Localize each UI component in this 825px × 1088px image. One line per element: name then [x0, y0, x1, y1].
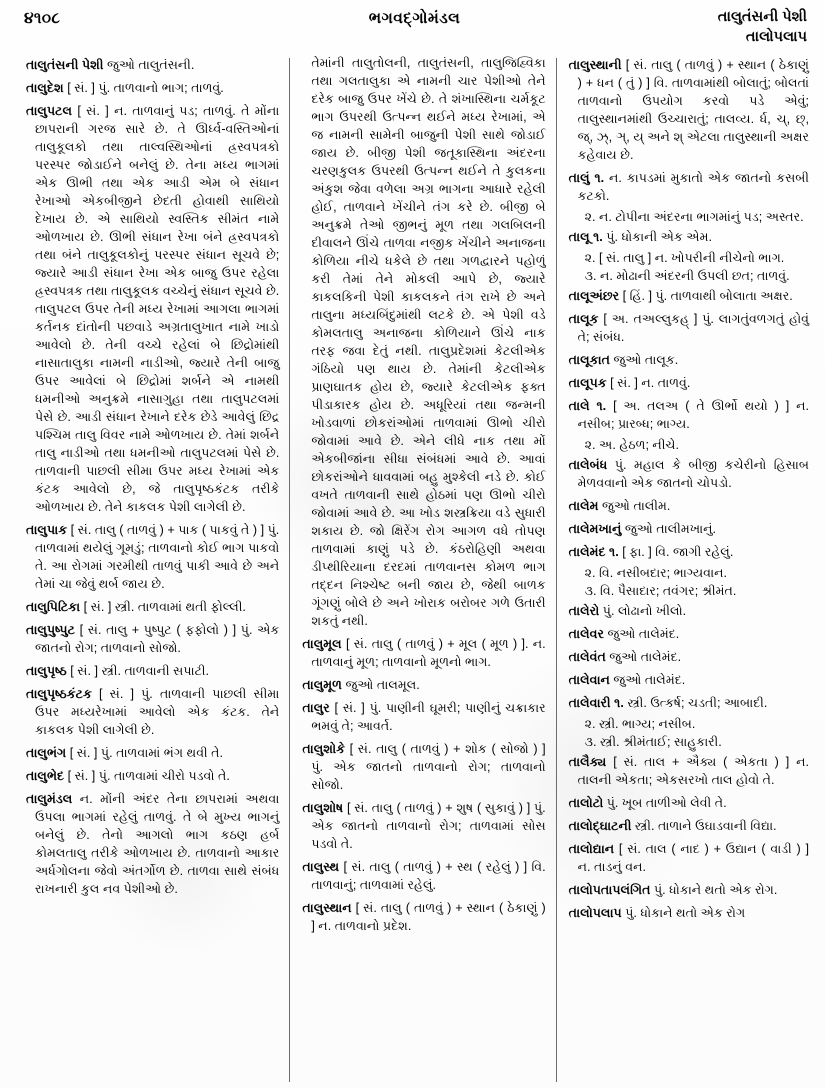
- entry-headword: તાલુશોકે: [302, 742, 346, 756]
- dictionary-entry: [569, 625, 809, 643]
- running-head-last-entry: તાલોપલાપ: [745, 28, 807, 45]
- entry-headword: તાલુભેદ: [26, 769, 65, 783]
- entry-definition: જુઓ તાલેમંદ.: [605, 650, 682, 664]
- entry-definition: ૨. અ. હેઠળ; નીચે.: [584, 438, 679, 452]
- entry-headword: તાલૂ ૧.: [568, 230, 603, 244]
- entry-headword: તાલોપતાપલંગિત: [568, 883, 651, 897]
- entry-headword: તાલુમૂળ: [302, 678, 342, 692]
- entry-headword: તાલેવંત: [568, 650, 606, 664]
- running-head-first-entry: તાલુતંસની પેશી: [717, 9, 807, 25]
- dictionary-entry: [26, 521, 279, 593]
- dictionary-entry: [569, 208, 809, 226]
- column-middle: [290, 56, 555, 1082]
- entry-headword: તાલૂકાત: [568, 353, 610, 367]
- entry-definition: [ હિં. ] પું. તાળવાથી બોલાતા અક્ષર.: [619, 289, 793, 303]
- dictionary-entry: [569, 497, 809, 515]
- entry-definition: [ સં. ] ન. તાળવાનું પડ; તાળવું. તે મોંના છાપરાની ગરજ સારે છે. તે ઊર્ધ્વ-વસ્તિઓનાં તાલુકૂલકો તથા તાલ્વસ્થિઓનાં હ્રસ્વપત્રકો પરસ્પર જોડાઈને બનેલું છે. તેના મધ્ય ભાગમાં એક ઊભી તથા એક આડી એમ બે સંધાન રેખાઓ એકબીજીને છેદતી હોવાથી સાથિયો દેખાય છે. એ સાથિયો સ્વસ્તિક સીમંત નામે ઓળખાય છે. ઊભી સંધાન રેખા બંને હ્રસ્વપત્રકો તથા બંને તાલુકૂલકોનું પરસ્પર સંધાન સૂચવે છે; જ્યારે આડી સંધાન રેખા એક બાજુ ઉપર રહેલા હ્રસ્વપત્રક તથા તાલુકૂલક વચ્ચેનું સંધાન સૂચવે છે. તાલુપટલ ઉપર તેની મધ્ય રેખામાં આગલા ભાગમાં કર્તનક દાંતોની પછવાડે અગ્રતાલુખાત નામે ખાડો આવેલો છે. તેની વચ્ચે રહેલાં બે છિદ્રોમાંથી નાસાતાલુકા નામની નાડીઓ, જ્યારે તેની બાજુ ઉપર આવેલાં બે છિદ્રોમાં શર્બને એ નામથી ધમનીઓ અનુક્રમે નાસાગુહા તથા તાલુપટલમાં પેસે છે. આડી સંધાન રેખાને દરેક છેડે આવેલું છિદ્ર પશ્ચિમ તાલુ વિવર નામે ઓળખાય છે. તેમાં શર્બને તાલુ નાડીઓ તથા ધમનીઓ તાલુપટલમાં પેસે છે. તાળવાની પાછલી સીમા ઉપર મધ્ય રેખામાં એક કંટક આવેલો છે, જે તાલુપૃષ્ઠકંટક તરીકે ઓળખાય છે. તેને કાકલક પેશી લાગેલી છે.: [35, 104, 280, 514]
- column-container: [18, 56, 811, 1082]
- dictionary-entry: [302, 676, 545, 694]
- entry-definition: [ સં. ] સ્ત્રી. તાળવામાં થતી ફોલ્લી.: [80, 600, 246, 614]
- entry-definition: [ સં. તાલુ ( તાળવું ) + શુષ ( સુકાવું ) ] પું. એક જાતનો તાળવાનો રોગ; તાળવામાં સોસ પડવો તે.: [311, 801, 546, 851]
- dictionary-entry: [569, 881, 809, 899]
- entry-headword: તાલે ૧.: [568, 399, 607, 413]
- entry-headword: તાલૂઅંછર: [568, 289, 620, 303]
- entry-definition: જુઓ તાલમૂલ.: [341, 678, 420, 692]
- entry-definition: [ સં. ] પું. તાળવામાં ચીરો પડવો તે.: [64, 769, 230, 783]
- dictionary-entry: [569, 817, 809, 835]
- entry-headword: તાલૂક: [568, 312, 599, 326]
- dictionary-entry: [302, 858, 545, 894]
- dictionary-entry: [569, 520, 809, 538]
- book-title: ભગવદ્ગોમંડલ: [368, 10, 461, 27]
- dictionary-entry: [26, 685, 279, 739]
- dictionary-entry: [302, 740, 545, 794]
- entry-definition: [ સં. તાલુ ( તાળવું ) + સ્થ ( રહેલું ) ] વિ. તાળવાનું; તાળવામાં રહેલું.: [311, 860, 546, 892]
- dictionary-entry: [26, 621, 279, 657]
- dictionary-entry: [569, 715, 809, 733]
- entry-definition: [ સં. ] સ્ત્રી. તાળવાની સપાટી.: [66, 664, 210, 678]
- entry-headword: તાલેવર: [568, 627, 604, 641]
- entry-definition: પું. ખૂબ તાળીઓ લેવી તે.: [603, 796, 727, 810]
- entry-headword: તાલુસ્થાની: [568, 58, 622, 72]
- entry-headword: તાલુતંસની પેશી: [26, 58, 104, 72]
- entry-definition: જુઓ તાલીમ.: [598, 499, 671, 513]
- dictionary-entry: [569, 228, 809, 246]
- dictionary-entry: [26, 56, 279, 74]
- entry-headword: તાલુમંડલ: [26, 792, 73, 806]
- entry-headword: તાલું ૧.: [568, 171, 605, 185]
- entry-headword: તાલુભંગ: [26, 746, 67, 760]
- dictionary-entry: [569, 351, 809, 369]
- dictionary-entry: [26, 662, 279, 680]
- entry-headword: તાલુસ્થાન: [302, 901, 352, 915]
- entry-headword: તાલુપટલ: [26, 104, 72, 118]
- entry-headword: તાલેમ: [568, 499, 599, 513]
- entry-headword: તાલોદ્ઘાટની: [568, 819, 632, 833]
- entry-definition: [ સં. ] પું. તાળવાનો ભાગ; તાળવું.: [63, 81, 224, 95]
- entry-headword: તાલુશોષ: [302, 801, 344, 815]
- dictionary-entry: [26, 79, 279, 97]
- entry-definition: ૨. સ્ત્રી. ભાગ્ય; નસીબ.: [584, 717, 696, 731]
- dictionary-entry: [569, 436, 809, 454]
- dictionary-entry: [569, 671, 809, 689]
- entry-definition: પું. ધોકાને થતો એક રોગ: [621, 906, 746, 920]
- entry-definition: ૩. વિ. પૈસાદાર; તવંગર; શ્રીમંત.: [584, 584, 737, 598]
- entry-definition: [ સં. તાલુ ( તાળવું ) + શોક ( સોજો ) ] પું. એક જાતનો તાળવાનો રોગ; તાળવાનો સોજો.: [311, 742, 546, 792]
- entry-headword: તાલુપિટિકા: [26, 600, 81, 614]
- dictionary-entry: [569, 543, 809, 561]
- dictionary-entry: [569, 794, 809, 812]
- entry-definition: જુઓ તાલેમંદ.: [609, 673, 686, 687]
- dictionary-entry: [302, 799, 545, 853]
- entry-headword: તાલેમંદ ૧.: [568, 545, 619, 559]
- entry-definition: પું. મહાલ કે બીજી કચેરીનો હિસાબ મેળવવાનો એક જાતનો ચોપડો.: [577, 458, 809, 490]
- dictionary-entry: [26, 767, 279, 785]
- dictionary-entry: [302, 54, 545, 630]
- entry-definition: [ અ. તઅલ્લુકહ્ ] પું. લાગતુંવળગતું હોવું તે; સંબંધ.: [577, 312, 809, 344]
- entry-definition: [ અ. તલઅ ( તે ઊર્ભો થયો ) ] ન. નસીબ; પ્રારબ્ધ; ભાગ્ય.: [577, 399, 809, 431]
- column-right: [557, 56, 811, 1082]
- entry-definition: [ સં. તાલુ ( તાળવું ) + મૂલ ( મૂળ ) ]. ન. તાળવાનું મૂળ; તાળવાનો મૂળનો ભાગ.: [311, 637, 546, 669]
- dictionary-entry: [569, 840, 809, 876]
- dictionary-entry: [569, 904, 809, 922]
- entry-definition: [ ફા. ] વિ. જાગી રહેલું.: [618, 545, 734, 559]
- dictionary-entry: [569, 582, 809, 600]
- entry-definition: [ સં. તાલુ ( તાળવું ) + પાક ( પાકવું તે ) ] પું. તાળવામાં થયેલું ગૂમડું; તાળવાનો કોઈ ભાગ પાકવો તે. આ રોગમાં ગરમીથી તાળવું પાકી આવે છે અને તેમાં ચા જેવું થર્બ જાય છે.: [35, 523, 280, 591]
- dictionary-entry: [569, 169, 809, 205]
- dictionary-entry: [302, 699, 545, 735]
- dictionary-entry: [302, 899, 545, 935]
- entry-definition: જુઓ તાલુતંસની.: [103, 58, 195, 72]
- dictionary-entry: [569, 733, 809, 751]
- dictionary-entry: [302, 635, 545, 671]
- dictionary-entry: [569, 694, 809, 712]
- entry-headword: તાલુપૃષ્ઠકંટક: [26, 687, 92, 701]
- dictionary-entry: [26, 790, 279, 898]
- entry-headword: તાલેમખાનું: [568, 522, 622, 536]
- entry-headword: તાલુપાક: [26, 523, 68, 537]
- entry-definition: [ સં. ] પું. તાળવાની પાછલી સીમા ઉપર મધ્યરેખામાં આવેલો એક કંટક. તેને કાકલક પેશી લાગેલી છે.: [35, 687, 280, 737]
- entry-definition: [ સં. ] પું. પાણીની ઘૂમરી; પાણીનું ચક્રાકાર ભમવું તે; આવર્ત.: [311, 701, 546, 733]
- dictionary-entry: [569, 753, 809, 789]
- entry-headword: તાલુમૂલ: [302, 637, 342, 651]
- dictionary-entry: [569, 602, 809, 620]
- dictionary-entry: [569, 564, 809, 582]
- entry-definition: [ સં. તાલ ( નાદ ) + ઉદ્યાન ( વાડી ) ] ન. તાડનું વન.: [577, 842, 809, 874]
- dictionary-entry: [569, 249, 809, 267]
- entry-headword: તાલોદ્યાન: [568, 842, 615, 856]
- entry-headword: તાલુદેશ: [26, 81, 64, 95]
- dictionary-entry: [26, 598, 279, 616]
- entry-definition: ૨. વિ. નસીબદાર; ભાગ્યવાન.: [584, 566, 727, 580]
- entry-definition: [ સં. તાલુ ( તાળવું ) + સ્થાન ( ઠેકાણું ) + ધન ( તું ) ] વિ. તાળવામાંથી બોલાતું; બોલતાં તાળવાનો ઉપયોગ કરવો પડે એવું; તાલુસ્થાનમાંથી ઉચ્ચારાતું; તાલવ્ય. ર્ધ, ચ્, છ્, જ્, ઝ્, ઞ્, ય્ અને શ્ એટલા તાલુસ્થાની અક્ષર કહેવાય છે.: [577, 58, 809, 162]
- dictionary-entry: [26, 744, 279, 762]
- dictionary-entry: [569, 456, 809, 492]
- entry-definition: ૨. ન. ટોપીના અંદરના ભાગમાંનું પડ; અસ્તર.: [584, 210, 804, 224]
- entry-definition: સ્ત્રી. ઉત્કર્ષ; ચડતી; આબાદી.: [623, 696, 768, 710]
- running-heads: [718, 8, 807, 47]
- entry-definition: ૩. સ્ત્રી. શ્રીમંતાઈ; સાહુકારી.: [584, 735, 722, 749]
- entry-headword: તાલેબંધ: [568, 458, 608, 472]
- entry-definition: [ સં. તાલુ + પુષ્પુટ ( ફફોલો ) ] પું. એક જાતનો રોગ; તાળવાનો સોજો.: [35, 623, 280, 655]
- entry-headword: તાલૈક્ય: [568, 755, 607, 769]
- entry-headword: તાલૂપક: [568, 376, 607, 390]
- dictionary-entry: [569, 267, 809, 285]
- dictionary-entry: [569, 374, 809, 392]
- entry-definition: ન. કાપડમાં મુકાતો એક જાતનો કસબી કટકો.: [577, 171, 809, 203]
- entry-definition: સ્ત્રી. તાળાને ઉઘાડવાની વિદ્યા.: [631, 819, 777, 833]
- entry-headword: તાલુપુષ્પુટ: [26, 623, 75, 637]
- entry-headword: તાલુપૃષ્ઠ: [26, 664, 67, 678]
- entry-definition: [ સં. તાલ + ઐક્ય ( એકતા ) ] ન. તાલની એકતા; એકસરખો તાલ હોવો તે.: [577, 755, 809, 787]
- entry-definition: તેમાંની તાલુતોલની, તાલુતંસની, તાલુજિહ્વિકા તથા ગલતાલુકા એ નામની ચાર પેશીઓ તેને દરેક બાજુ ઉપર ખેંચે છે. તે શંખાસ્થિના ચર્મકૂટ ભાગ ઉપરથી ઉત્પન્ન થઈને મધ્ય રેખામાં, એ જ નામની સામેની બાજુની પેશી સાથે જોડાઈ જાય છે. બીજી પેશી જતૂકાસ્થિના અંદરના ચરણકુલક ઉપરથી ઉત્પન્ન થઈને તે કુલકના અંકુશ જેવા વળેલા અગ્ર ભાગના આધારે રહેલી હોઈ, તાળવાને ખેંચીને તંગ કરે છે. બીજી બે અનુક્રમે તેઓ જીભનું મૂળ તથા ગલબિલની દીવાલને ઊંચે તાળવા નજીક ખેંચીને અનાજના કોળિયા નીચે ધકેલે છે તથા ગળદ્વારને પહોળું કરી તેમાં તેને મોકલી આપે છે, જ્યારે કાકલકિની પેશી કાકલકને તંગ રાખે છે અને તાલુના મધ્યબિંદુમાંથી લટકે છે. એ પેશી વડે કોમલતાલુ અનાજના કોળિયાને ઊંચે નાક તરફ જવા દેતું નથી. તાલુપ્રદેશમાં કેટલીએક ગંઠિયો પણ થાય છે. તેમાંની કેટલીએક પ્રાણઘાતક હોય છે, જ્યારે કેટલીએક ફક્ત પીડાકારક હોય છે. અધૂરિયાં તથા જન્મની ખોડવાળાં છોકરાંઓમાં તાળવામાં ઊભો ચીરો જોવામાં આવે છે. એને લીધે નાક તથા મોં એકબીજાંના સીધા સંબંધમાં આવે છે. આવાં છોકરાંઓને ધાવવામાં બહુ મુશ્કેલી નડે છે. કોઈ વખતે તાળવાની સાથે હોઠમાં પણ ઊભો ચીરો જોવામાં આવે છે. આ ખોડ શસ્ત્રક્રિયા વડે સુધારી શકાય છે. જો ક્ષિરેંગ રોગ આગળ વધે તોપણ તાળવામાં કાણું પડે છે. કંઠરોહિણી અથવા ડીપ્થીરિયાના દરદમાં તાળવાનસ કોમળ ભાગ તદ્દન નિશ્ચેષ્ટ બની જાય છે, જેથી બાળક ગૂંગણું બોલે છે અને ખોરાક બરોબર ગળે ઉતારી શકતું નથી.: [311, 56, 546, 628]
- entry-headword: તાલુસ્થ: [302, 860, 340, 874]
- dictionary-entry: [569, 310, 809, 346]
- entry-definition: ન. મોંની અંદર તેના છાપરામાં અથવા ઉપલા ભાગમાં રહેલું તાળવું. તે બે મુખ્ય ભાગનું બનેલું છે. તેનો આગલો ભાગ કઠણ હર્બ કોમલતાલુ તરીકે ઓળખાય છે. તાળવાનો આકાર અર્ધગોલના જેવો અંતર્ગોળ છે. તાળવા સાથે સંબંધ રાખનારી કુલ નવ પેશીઓ છે.: [35, 792, 280, 896]
- dictionary-entry: [569, 287, 809, 305]
- folio-number: ૪૧૦૮: [24, 10, 61, 27]
- entry-headword: તાલુર: [302, 701, 330, 715]
- entry-definition: જુઓ તાલીમખાનું.: [621, 522, 717, 536]
- entry-definition: [ સં. ] પું. તાળવામાં ભંગ થવી તે.: [66, 746, 223, 760]
- dictionary-entry: [569, 648, 809, 666]
- entry-definition: પું. લોઢાનો ખીલો.: [599, 604, 687, 618]
- page-header: [22, 8, 807, 54]
- entry-definition: ૨. [ સં. તાલુ ] ન. ખોપરીની નીચેનો ભાગ.: [584, 251, 785, 265]
- entry-headword: તાલેરો: [568, 604, 600, 618]
- entry-definition: ૩. ન. મોઢાની અંદરની ઉપલી છત; તાળવું.: [584, 269, 790, 283]
- entry-headword: તાલેવારી ૧.: [568, 696, 624, 710]
- entry-headword: તાલેવાન: [568, 673, 610, 687]
- entry-definition: પું. ધોકાને થતો એક રોગ.: [650, 883, 778, 897]
- entry-headword: તાલોપલાપ: [568, 906, 622, 920]
- entry-headword: તાલોટો: [568, 796, 604, 810]
- entry-definition: જુઓ તાલૂક.: [609, 353, 679, 367]
- entry-definition: જુઓ તાલેમંદ.: [603, 627, 680, 641]
- entry-definition: [ સં. ] ન. તાળવું.: [606, 376, 691, 390]
- column-left: [18, 56, 289, 1082]
- dictionary-entry: [569, 397, 809, 433]
- entry-definition: [ સં. તાલુ ( તાળવું ) + સ્થાન ( ઠેકાણું ) ] ન. તાળવાનો પ્રદેશ.: [311, 901, 546, 933]
- dictionary-entry: [569, 56, 809, 164]
- entry-definition: પું. ધોકાની એક એમ.: [602, 230, 712, 244]
- dictionary-entry: [26, 102, 279, 516]
